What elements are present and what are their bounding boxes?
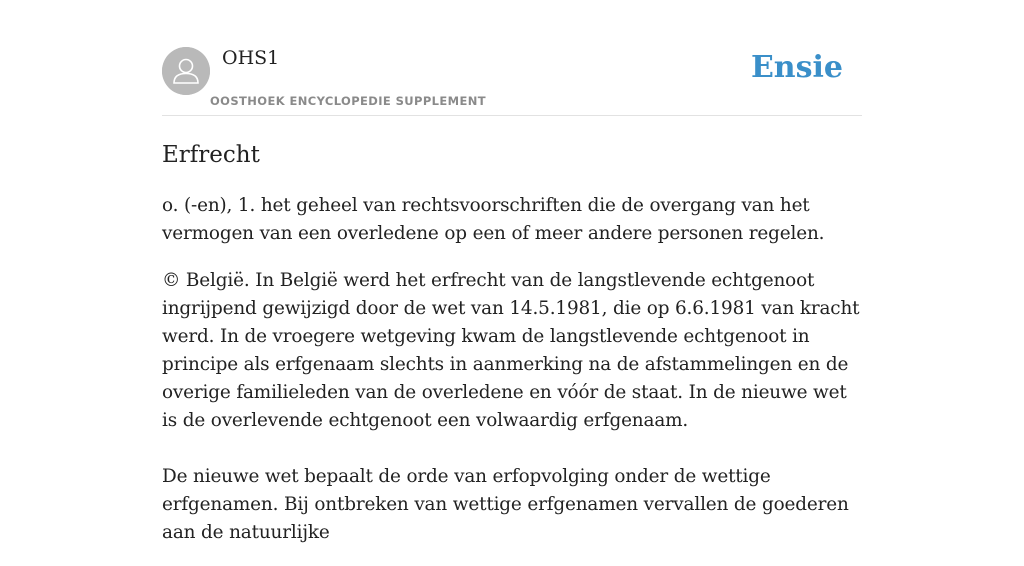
user-avatar-icon[interactable] (162, 47, 210, 95)
article-paragraph: © België. In België werd het erfrecht van de langstlevende echtgenoot ingrijpend gewijzigd door de wet van 14.5.1981, die op 6.6.1981 van kracht werd. In de vroegere wetgeving kwam de langstlevende echtgenoot in principe als erfgenaam slechts in aanmerking na de afstammelingen en de overige familieleden van de overledene en vóór de staat. In de nieuwe wet is de overlevende echtgenoot een volwaardig erfgenaam. (162, 270, 860, 431)
source-name[interactable]: OOSTHOEK ENCYCLOPEDIE SUPPLEMENT (210, 94, 487, 108)
article-body (162, 192, 862, 547)
page-title: Erfrecht (162, 142, 260, 168)
ensie-logo-link[interactable]: Ensie (750, 50, 843, 85)
article-paragraph: De nieuwe wet bepaalt de orde van erfopvolging onder de wettige erfgenamen. Bij ontbreken van wettige erfgenamen vervallen de goederen aan de natuurlijke (162, 466, 849, 543)
source-code[interactable]: OHS1 (222, 47, 280, 69)
definition-paragraph: o. (-en), 1. het geheel van rechtsvoorschriften die de overgang van het vermogen van een overledene op een of meer andere personen regelen. (162, 195, 825, 244)
source-header (162, 0, 862, 116)
page-container (162, 0, 862, 566)
